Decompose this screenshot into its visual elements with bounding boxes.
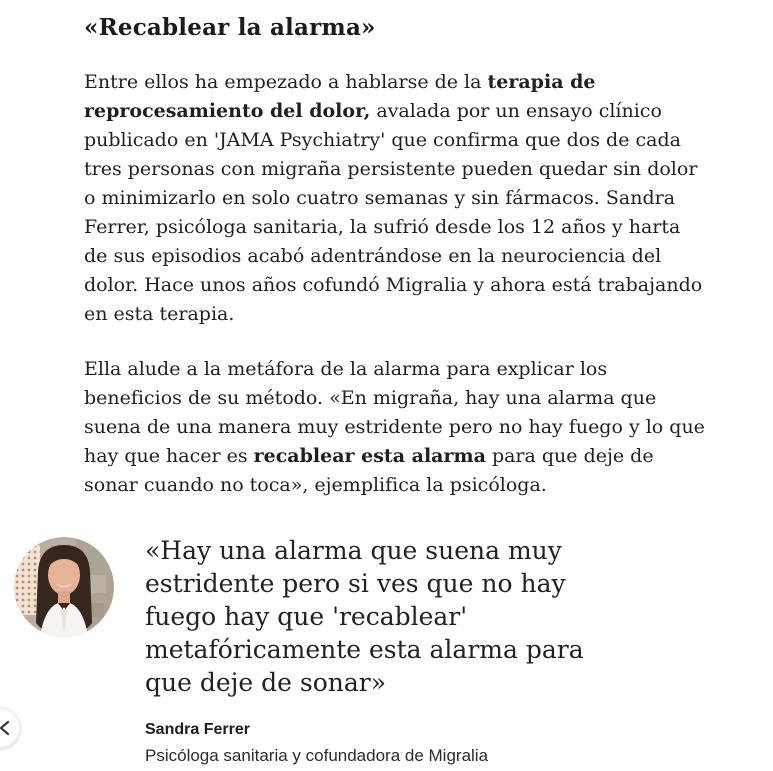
quote-column	[145, 534, 615, 766]
paragraph-segment-bold: terapia de reprocesamiento del dolor,	[84, 70, 596, 122]
quote-attribution	[145, 721, 615, 766]
paragraph-segment: para que deje de sonar cuando no toca», ejemplifica la psicóloga.	[84, 444, 654, 496]
article-section-title: «Recablear la alarma»	[84, 14, 376, 41]
paragraph-segment: Ella alude a la metáfora de la alarma para explicar los beneficios de su método. «En migraña, hay una alarma que suena de una manera muy estridente pero no hay fuego y lo que hay que hacer es	[84, 357, 705, 467]
paragraph-segment-bold: recablear esta alarma	[253, 444, 486, 467]
chevron-left-icon	[0, 720, 12, 736]
quote-author-role: Psicóloga sanitaria y cofundadora de Migralia	[145, 745, 489, 765]
paragraph-segment: avalada por un ensayo clínico publicado en 'JAMA Psychiatry' que confirma que dos de cada tres personas con migraña persistente pueden quedar sin dolor o minimizarlo en solo cuatro semanas y sin fármacos. Sandra Ferrer, psicóloga sanitaria, la sufrió desde los 12 años y harta de sus episodios acabó adentrándose en la neurociencia del dolor. Hace unos años cofundó Migralia y ahora está trabajando en esta terapia.	[84, 99, 703, 325]
portrait-illustration	[14, 537, 114, 637]
avatar	[14, 537, 114, 637]
pull-quote-block	[14, 534, 707, 766]
article-paragraph	[84, 355, 706, 500]
quote-author-name: Sandra Ferrer	[145, 720, 250, 738]
article-paragraph	[84, 68, 706, 329]
pull-quote-text: «Hay una alarma que suena muy estridente pero si ves que no hay fuego hay que 'recablear' metafóricamente esta alarma para que deje de sonar»	[145, 535, 584, 697]
paragraph-segment: Entre ellos ha empezado a hablarse de la	[84, 70, 488, 93]
